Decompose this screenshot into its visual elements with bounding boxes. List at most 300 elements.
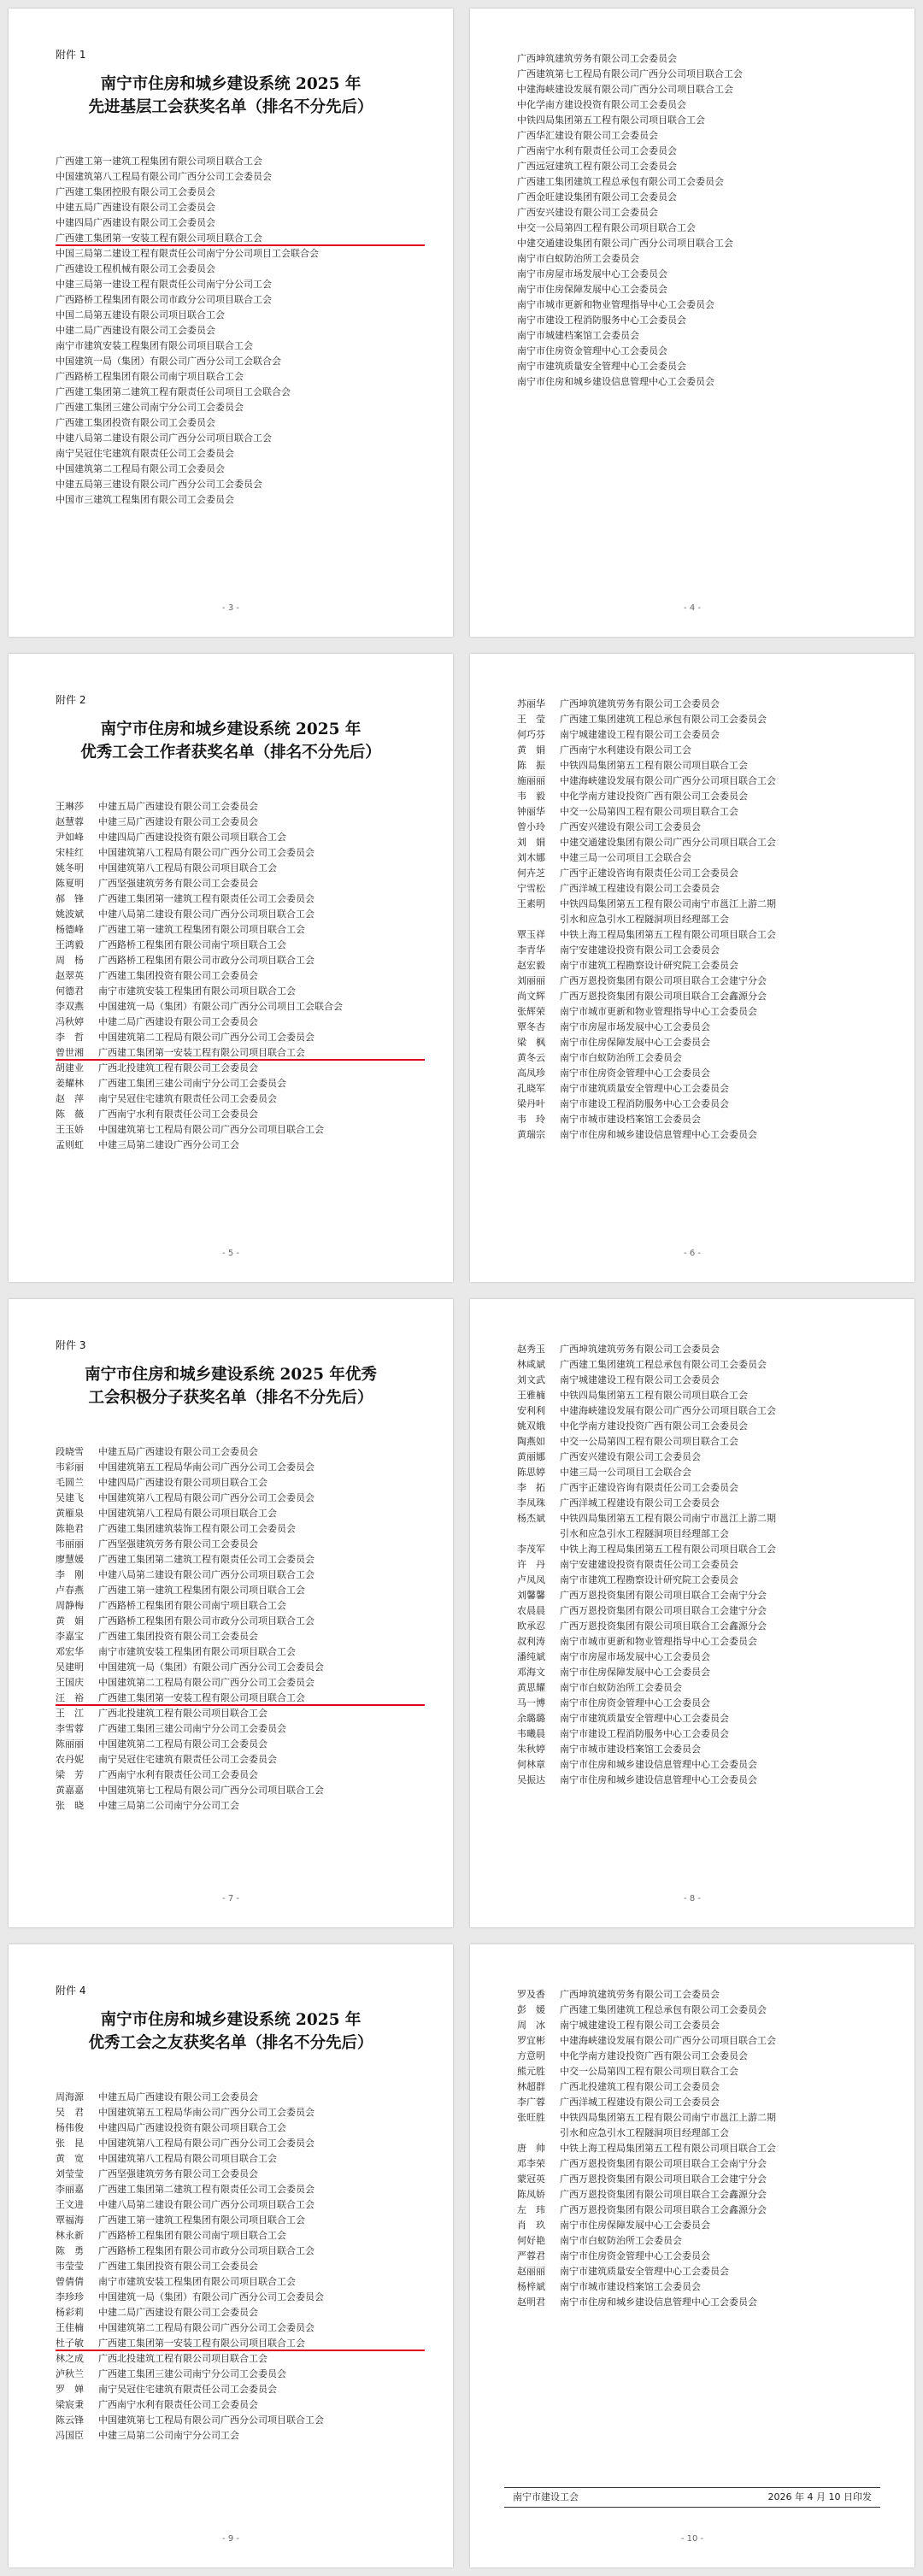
list-item — [56, 2351, 432, 2367]
list-item — [517, 773, 893, 789]
organization-name: 广西万恩投资集团有限公司项目联合工会鑫源分会 — [560, 1620, 767, 1632]
person-name: 欧承忍 — [517, 1620, 545, 1632]
person-name: 吴振达 — [517, 1774, 545, 1785]
list-item — [517, 1573, 893, 1588]
person-name: 梁 芳 — [56, 1769, 84, 1780]
organization-name: 中铁四局集团第五工程有限公司南宁市邕江上游二期 — [560, 898, 776, 909]
page-number: - 6 - — [684, 1249, 701, 1258]
list-item — [517, 1020, 893, 1035]
list-item — [56, 1122, 432, 1138]
organization-name: 中建四局广西建设有限公司工会委员会 — [56, 217, 215, 228]
organization-name: 中国建筑第七工程局有限公司广西分公司项目联合工会 — [98, 2414, 324, 2426]
list-item — [517, 1696, 893, 1711]
list-item — [517, 743, 893, 758]
person-name: 林永新 — [56, 2230, 84, 2241]
organization-name: 广西南宁水利有限责任公司工会委员会 — [98, 2399, 258, 2410]
organization-name: 广西建工集团控股有限公司工会委员会 — [56, 186, 215, 197]
organization-name: 中建五局广西建设有限公司工会委员会 — [56, 202, 215, 213]
document-title — [9, 718, 453, 764]
list-item — [517, 989, 893, 1004]
organization-name: 中铁四局集团第五工程有限公司南宁市邕江上游二期 — [560, 2112, 776, 2123]
person-name: 严蓉君 — [517, 2250, 545, 2261]
organization-name: 南宁市住房和城乡建设信息管理中心工会委员会 — [560, 1774, 757, 1785]
organization-name: 南宁城建建设工程有限公司工会委员会 — [560, 1374, 720, 1385]
list-item — [56, 907, 432, 922]
document-page — [9, 1299, 453, 1927]
organization-name: 广西洋城工程建设有限公司工会委员会 — [560, 1497, 720, 1509]
person-name: 左 玮 — [517, 2204, 545, 2215]
person-name: 段晓雪 — [56, 1446, 84, 1457]
person-name: 王琳莎 — [56, 801, 84, 812]
list-item — [517, 2233, 893, 2249]
person-name: 宁雪松 — [517, 883, 545, 894]
organization-name: 南宁安建建设投资有限责任公司工会委员会 — [560, 1559, 738, 1570]
person-name: 何林章 — [517, 1759, 545, 1770]
organization-name: 南宁市建筑安装工程集团有限公司项目联合工会 — [56, 340, 253, 351]
person-name: 罗 婵 — [56, 2384, 84, 2395]
list-item — [517, 2249, 893, 2264]
organization-name: 广西路桥工程集团有限公司市政分公司项目联合工会 — [56, 294, 272, 305]
list-item — [56, 1030, 432, 1045]
list-item — [517, 2079, 893, 2095]
list-item — [56, 369, 432, 385]
person-name: 韦曦晨 — [517, 1728, 545, 1739]
list-item — [56, 845, 432, 861]
organization-name: 南宁市城市更新和物业管理指导中心工会委员会 — [517, 299, 714, 310]
list-item — [517, 1557, 893, 1573]
organization-name: 南宁安建建设投资有限公司工会委员会 — [560, 944, 720, 956]
organization-name: 广西建工集团三建公司南宁分公司工会委员会 — [56, 402, 244, 413]
list-item — [517, 267, 893, 282]
list-item — [56, 2182, 432, 2197]
list-item — [56, 1460, 432, 1475]
organization-name: 广西路桥工程集团有限公司南宁项目联合工会 — [56, 371, 244, 382]
organization-name: 引水和应急引水工程隧洞项目经理部工会 — [560, 1528, 729, 1539]
list-item — [517, 1373, 893, 1388]
list-item — [517, 1665, 893, 1680]
organization-name: 中铁四局集团第五工程有限公司项目联合工会 — [560, 760, 748, 771]
person-name: 黄雁泉 — [56, 1508, 84, 1519]
organization-name: 广西安兴建设有限公司工会委员会 — [560, 1451, 701, 1462]
organization-name: 广西坤筑建筑劳务有限公司工会委员会 — [560, 698, 720, 709]
list-item — [56, 1091, 432, 1107]
organization-name: 南宁市城市建设档案馆工会委员会 — [560, 1114, 701, 1125]
organization-name: 中铁四局集团第五工程有限公司南宁市邕江上游二期 — [560, 1513, 776, 1524]
person-name: 邓李荣 — [517, 2158, 545, 2169]
organization-name: 引水和应急引水工程隧洞项目经理部工会 — [560, 2127, 729, 2138]
person-name: 赵 萍 — [56, 1093, 84, 1104]
list-item — [56, 2336, 432, 2351]
list-item — [56, 968, 432, 984]
person-name: 蒙冠英 — [517, 2173, 545, 2185]
organization-name: 中建五局广西建设有限公司工会委员会 — [98, 2091, 258, 2103]
person-name: 李 拓 — [517, 1482, 545, 1493]
person-name: 张 晓 — [56, 1800, 84, 1811]
organization-name: 南宁市住房和城乡建设信息管理中心工会委员会 — [517, 376, 714, 387]
organization-name: 中建三局第二公司南宁分公司工会 — [98, 1800, 239, 1811]
list-item — [517, 1066, 893, 1081]
organization-name: 广西建工集团第二建筑工程有限责任公司工会委员会 — [98, 1554, 315, 1565]
organization-name: 中建三局第二公司南宁分公司工会 — [98, 2430, 239, 2441]
person-name: 陈云锋 — [56, 2414, 84, 2426]
organization-name: 广西建工集团建筑工程总承包有限公司工会委员会 — [560, 2004, 767, 2015]
person-name: 尹如峰 — [56, 832, 84, 843]
list-item — [517, 221, 893, 236]
document-page — [470, 9, 914, 637]
organization-name: 中国市三建筑工程集团有限公司工会委员会 — [56, 494, 234, 505]
list-item — [56, 2105, 432, 2120]
list-item — [56, 231, 432, 246]
organization-name: 广西北投建筑工程有限公司工会委员会 — [98, 1062, 258, 1073]
organization-name: 南宁市白蚁防治所工会委员会 — [517, 253, 639, 264]
organization-name: 中建二局广西建设有限公司工会委员会 — [56, 325, 215, 336]
organization-name: 中国建筑第八工程局有限公司项目联合工会 — [98, 2153, 277, 2164]
list-item — [56, 292, 432, 308]
list-item — [56, 2274, 432, 2290]
list-item — [517, 328, 893, 344]
list-item — [517, 1496, 893, 1511]
annex-label: 附件 2 — [56, 694, 86, 706]
list-item — [517, 2187, 893, 2203]
person-name: 吴建明 — [56, 1661, 84, 1673]
list-item — [56, 799, 432, 815]
person-name: 李雪蓉 — [56, 1723, 84, 1734]
person-name: 孟则虹 — [56, 1139, 84, 1150]
person-name: 黄冬云 — [517, 1052, 545, 1063]
person-name: 周 杨 — [56, 955, 84, 966]
organization-name: 中国建筑第八工程局有限公司广西分公司工会委员会 — [98, 2138, 315, 2149]
organization-name: 南宁市建筑质量安全管理中心工会委员会 — [517, 361, 686, 372]
person-name: 赵丽丽 — [517, 2266, 545, 2277]
list-item — [517, 113, 893, 128]
organization-name: 广西路桥工程集团有限公司南宁项目联合工会 — [98, 1600, 286, 1611]
person-name: 孔晓军 — [517, 1083, 545, 1094]
person-name: 陈夏明 — [56, 878, 84, 889]
person-name: 李嘉宝 — [56, 1631, 84, 1642]
list-item — [517, 1757, 893, 1773]
list-item — [517, 2218, 893, 2233]
organization-name: 中交一公局第四工程有限公司项目联合工会 — [560, 1436, 738, 1447]
person-name: 刘文武 — [517, 1374, 545, 1385]
organization-name: 中建二局广西建设有限公司工会委员会 — [98, 1016, 258, 1027]
list-item — [517, 2095, 893, 2110]
person-name: 廖慧媛 — [56, 1554, 84, 1565]
document-page — [9, 9, 453, 637]
person-name: 王 江 — [56, 1708, 84, 1719]
list-item — [56, 2320, 432, 2336]
organization-name: 中国建筑第五工程局华南公司广西分公司工会委员会 — [98, 1461, 315, 1473]
list-item — [517, 2203, 893, 2218]
list-item — [517, 190, 893, 205]
organization-name: 南宁城建建设工程有限公司工会委员会 — [560, 2020, 720, 2031]
organization-name: 中建海峡建设发展有限公司广西分公司项目联合工会 — [560, 1405, 776, 1416]
organization-name: 中建海峡建设发展有限公司广西分公司项目联合工会 — [560, 2035, 776, 2046]
organization-name: 中国建筑第八工程局有限公司广西分公司工会委员会 — [56, 171, 272, 182]
organization-name: 南宁市建筑安装工程集团有限公司项目联合工会 — [98, 985, 296, 997]
organization-name: 广西路桥工程集团有限公司市政分公司项目联合工会 — [98, 2245, 315, 2256]
organization-name: 南宁市住房保障发展中心工会委员会 — [560, 1667, 710, 1678]
person-name: 黄瑞宗 — [517, 1129, 545, 1140]
award-list — [56, 799, 432, 1153]
organization-name: 中铁四局集团第五工程有限公司项目联合工会 — [517, 115, 705, 126]
list-item — [56, 354, 432, 369]
list-item — [56, 2428, 432, 2444]
list-item — [56, 431, 432, 446]
organization-name: 广西建工集团第二建筑工程有限责任公司工会委员会 — [98, 2184, 315, 2195]
list-item — [56, 246, 432, 262]
list-item — [56, 1491, 432, 1506]
organization-name: 南宁市建筑安装工程集团有限公司项目联合工会 — [98, 2276, 296, 2287]
award-list — [517, 1342, 893, 1788]
organization-name: 广西建工第一建筑工程集团有限公司项目联合工会 — [98, 2214, 305, 2226]
person-name: 罗宜彬 — [517, 2035, 545, 2046]
organization-name: 南宁吴冠住宅建筑有限责任公司工会委员会 — [98, 1093, 277, 1104]
organization-name: 广西南宁水利有限责任公司工会委员会 — [517, 145, 677, 156]
list-item — [517, 1742, 893, 1757]
organization-name: 广西建工第一建筑工程集团有限公司项目联合工会 — [98, 924, 305, 935]
list-item — [56, 984, 432, 999]
list-item — [56, 2259, 432, 2274]
organization-name: 中国建筑一局（集团）有限公司广西分公司工会委员会 — [98, 2291, 324, 2303]
page-number: - 5 - — [222, 1249, 239, 1258]
list-item — [517, 1081, 893, 1097]
list-item — [517, 159, 893, 174]
organization-name: 中铁上海工程局集团第五工程有限公司项目联合工会 — [560, 929, 776, 940]
person-name: 黄丽娜 — [517, 1451, 545, 1462]
document-page — [470, 1299, 914, 1927]
person-name: 赵秀玉 — [517, 1344, 545, 1355]
list-item — [56, 2120, 432, 2136]
list-item — [56, 2244, 432, 2259]
person-name: 陈凤娇 — [517, 2189, 545, 2200]
list-item — [517, 1773, 893, 1788]
list-item — [517, 1465, 893, 1480]
person-name: 何好艳 — [517, 2235, 545, 2246]
person-name: 姚波斌 — [56, 909, 84, 920]
list-item — [56, 154, 432, 169]
person-name: 杨彩莉 — [56, 2307, 84, 2318]
person-name: 李凤珠 — [517, 1497, 545, 1509]
list-item — [517, 359, 893, 374]
list-item — [517, 2264, 893, 2279]
organization-name: 中建海峡建设发展有限公司广西分公司项目联合工会 — [560, 775, 776, 786]
title-line: 优秀工会之友获奖名单（排名不分先后） — [88, 2034, 373, 2052]
list-item — [517, 927, 893, 943]
list-item — [56, 185, 432, 200]
person-name: 张旺胜 — [517, 2112, 545, 2123]
title-line: 优秀工会工作者获奖名单（排名不分先后） — [80, 744, 381, 762]
page-number: - 4 - — [684, 603, 701, 613]
organization-name: 中建八局第二建设有限公司广西分公司项目联合工会 — [56, 432, 272, 444]
list-item — [517, 2064, 893, 2079]
person-name: 罗及香 — [517, 1989, 545, 2000]
organization-name: 中国建筑第五工程局华南公司广西分公司工会委员会 — [98, 2107, 315, 2118]
page-number: - 8 - — [684, 1894, 701, 1903]
list-item — [56, 2367, 432, 2382]
organization-name: 中国建筑第二工程局有限公司广西分公司工会委员会 — [98, 1677, 315, 1688]
person-name: 曾世湘 — [56, 1047, 84, 1058]
person-name: 杨德峰 — [56, 924, 84, 935]
list-item — [56, 1015, 432, 1030]
person-name: 邓海文 — [517, 1667, 545, 1678]
person-name: 卢凤凤 — [517, 1574, 545, 1585]
annex-label: 附件 1 — [56, 49, 86, 61]
person-name: 曾小玲 — [517, 821, 545, 832]
list-item — [517, 67, 893, 82]
person-name: 黄 娟 — [56, 1615, 84, 1626]
list-item — [56, 262, 432, 277]
list-item — [517, 2110, 893, 2126]
list-item — [56, 1506, 432, 1521]
organization-name: 南宁市建设工程消防服务中心工会委员会 — [517, 315, 686, 326]
person-name: 林超群 — [517, 2081, 545, 2092]
organization-name: 广西南宁水利有限责任公司工会委员会 — [98, 1769, 258, 1780]
list-item — [56, 938, 432, 953]
person-name: 李双燕 — [56, 1001, 84, 1012]
person-name: 韦彩丽 — [56, 1461, 84, 1473]
list-item — [517, 236, 893, 251]
organization-name: 中交一公局第四工程有限公司项目联合工会 — [560, 2066, 738, 2077]
person-name: 赵慧蓉 — [56, 816, 84, 827]
person-name: 彭 媛 — [517, 2004, 545, 2015]
organization-name: 广西宇正建设咨询有限责任公司工会委员会 — [560, 1482, 738, 1493]
organization-name: 广西建设工程机械有限公司工会委员会 — [56, 263, 215, 274]
list-item — [56, 2305, 432, 2320]
list-item — [517, 1127, 893, 1143]
organization-name: 广西建工集团投资有限公司工会委员会 — [98, 2261, 258, 2272]
organization-name: 广西坤筑建筑劳务有限公司工会委员会 — [560, 1989, 720, 2000]
title-line: 南宁市住房和城乡建设系统 2025 年 — [100, 720, 362, 738]
organization-name: 南宁市城建档案馆工会委员会 — [517, 330, 639, 341]
organization-name: 中建三局一公司项目工会联合会 — [560, 852, 691, 863]
person-name: 王佳楠 — [56, 2322, 84, 2333]
list-item — [517, 820, 893, 835]
organization-name: 广西路桥工程集团有限公司市政分公司项目联合工会 — [98, 1615, 315, 1626]
list-item — [517, 1711, 893, 1726]
list-item — [56, 400, 432, 415]
person-name: 韦 毅 — [517, 791, 545, 802]
list-item — [517, 1434, 893, 1450]
issue-date: 2026 年 4 月 10 日印发 — [767, 2491, 872, 2502]
organization-name: 南宁市建筑安装工程集团有限公司项目联合工会 — [98, 1646, 296, 1657]
person-name: 汪 裕 — [56, 1692, 84, 1703]
list-item — [56, 953, 432, 968]
award-list — [56, 154, 432, 508]
list-item — [56, 1045, 432, 1061]
document-page — [470, 654, 914, 1282]
organization-name: 中建海峡建设发展有限公司广西分公司项目联合工会 — [517, 84, 733, 95]
list-item — [56, 1567, 432, 1583]
organization-name: 中铁四局集团第五工程有限公司项目联合工会 — [560, 1390, 748, 1401]
organization-name: 南宁市住房资金管理中心工会委员会 — [560, 1067, 710, 1079]
organization-name: 广西万恩投资集团有限公司项目联合工会南宁分会 — [560, 2158, 767, 2169]
list-item — [517, 973, 893, 989]
organization-name: 广西金旺建设集团有限公司工会委员会 — [517, 191, 677, 203]
organization-name: 广西北投建筑工程有限公司工会委员会 — [560, 2081, 720, 2092]
list-item — [517, 958, 893, 973]
list-item — [56, 1583, 432, 1598]
organization-name: 广西路桥工程集团有限公司南宁项目联合工会 — [98, 2230, 286, 2241]
list-item — [517, 374, 893, 390]
list-item — [517, 1619, 893, 1634]
list-item — [517, 866, 893, 881]
list-item — [517, 2033, 893, 2049]
organization-name: 南宁市房屋市场发展中心工会委员会 — [560, 1021, 710, 1032]
list-item — [517, 2003, 893, 2018]
organization-name: 中国建筑第八工程局有限公司项目联合工会 — [98, 1508, 277, 1519]
organization-name: 广西建工集团建筑工程总承包有限公司工会委员会 — [517, 176, 724, 187]
organization-name: 广西建工集团三建公司南宁分公司工会委员会 — [98, 1078, 286, 1089]
person-name: 周 冰 — [517, 2020, 545, 2031]
list-item — [56, 2228, 432, 2244]
list-item — [517, 1526, 893, 1542]
person-name: 施丽丽 — [517, 775, 545, 786]
list-item — [56, 1660, 432, 1675]
organization-name: 中国三局第二建设工程有限责任公司南宁分公司项目工会联合会 — [56, 248, 319, 259]
organization-name: 中化学南方建设投资广西有限公司工会委员会 — [560, 1420, 748, 1432]
person-name: 胡建业 — [56, 1062, 84, 1073]
person-name: 姜耀林 — [56, 1078, 84, 1089]
organization-name: 广西建工集团第二建筑工程有限责任公司项目工会联合会 — [56, 386, 291, 397]
organization-name: 广西建工集团第一安装工程有限公司项目联合工会 — [98, 1047, 305, 1058]
list-item — [56, 215, 432, 231]
list-item — [56, 492, 432, 508]
person-name: 刘莹莹 — [56, 2168, 84, 2179]
title-line: 工会积极分子获奖名单（排名不分先后） — [88, 1389, 373, 1407]
person-name: 李 刚 — [56, 1569, 84, 1580]
list-item — [517, 1112, 893, 1127]
document-title — [9, 1363, 453, 1409]
person-name: 刘丽丽 — [517, 975, 545, 986]
person-name: 王鸿毅 — [56, 939, 84, 950]
list-item — [517, 912, 893, 927]
list-item — [517, 1357, 893, 1373]
organization-name: 广西洋城工程建设有限公司工会委员会 — [560, 2097, 720, 2108]
list-item — [517, 2126, 893, 2141]
list-item — [56, 323, 432, 338]
person-name: 刘木娜 — [517, 852, 545, 863]
page-number: - 9 - — [222, 2534, 239, 2544]
organization-name: 广西建工第一建筑工程集团有限公司项目联合工会 — [56, 156, 262, 167]
list-item — [56, 1552, 432, 1567]
list-item — [517, 2156, 893, 2172]
list-item — [56, 922, 432, 938]
organization-name: 南宁市住房资金管理中心工会委员会 — [517, 345, 667, 356]
organization-name: 中建五局广西建设有限公司工会委员会 — [98, 801, 258, 812]
list-item — [56, 2167, 432, 2182]
organization-name: 中国建筑第七工程局有限公司广西分公司项目联合工会 — [98, 1124, 324, 1135]
organization-name: 广西建工集团建筑工程总承包有限公司工会委员会 — [560, 714, 767, 725]
person-name: 赵翠英 — [56, 970, 84, 981]
list-item — [517, 943, 893, 958]
organization-name: 南宁市建筑工程勘察设计研究院工会委员会 — [560, 1574, 738, 1585]
person-name: 刘 娟 — [517, 837, 545, 848]
organization-name: 广西建工集团投资有限公司工会委员会 — [56, 417, 215, 428]
list-item — [56, 1138, 432, 1153]
list-item — [517, 881, 893, 897]
list-item — [517, 2279, 893, 2295]
person-name: 高凤珍 — [517, 1067, 545, 1079]
organization-name: 广西坚强建筑劳务有限公司工会委员会 — [98, 1538, 258, 1550]
page-number: - 10 - — [680, 2534, 704, 2544]
list-item — [56, 1721, 432, 1737]
award-list — [56, 2090, 432, 2444]
list-item — [517, 2018, 893, 2033]
list-item — [56, 1798, 432, 1814]
organization-name: 中建交通建设集团有限公司广西分公司项目联合工会 — [517, 238, 733, 249]
list-item — [56, 477, 432, 492]
list-item — [517, 758, 893, 773]
